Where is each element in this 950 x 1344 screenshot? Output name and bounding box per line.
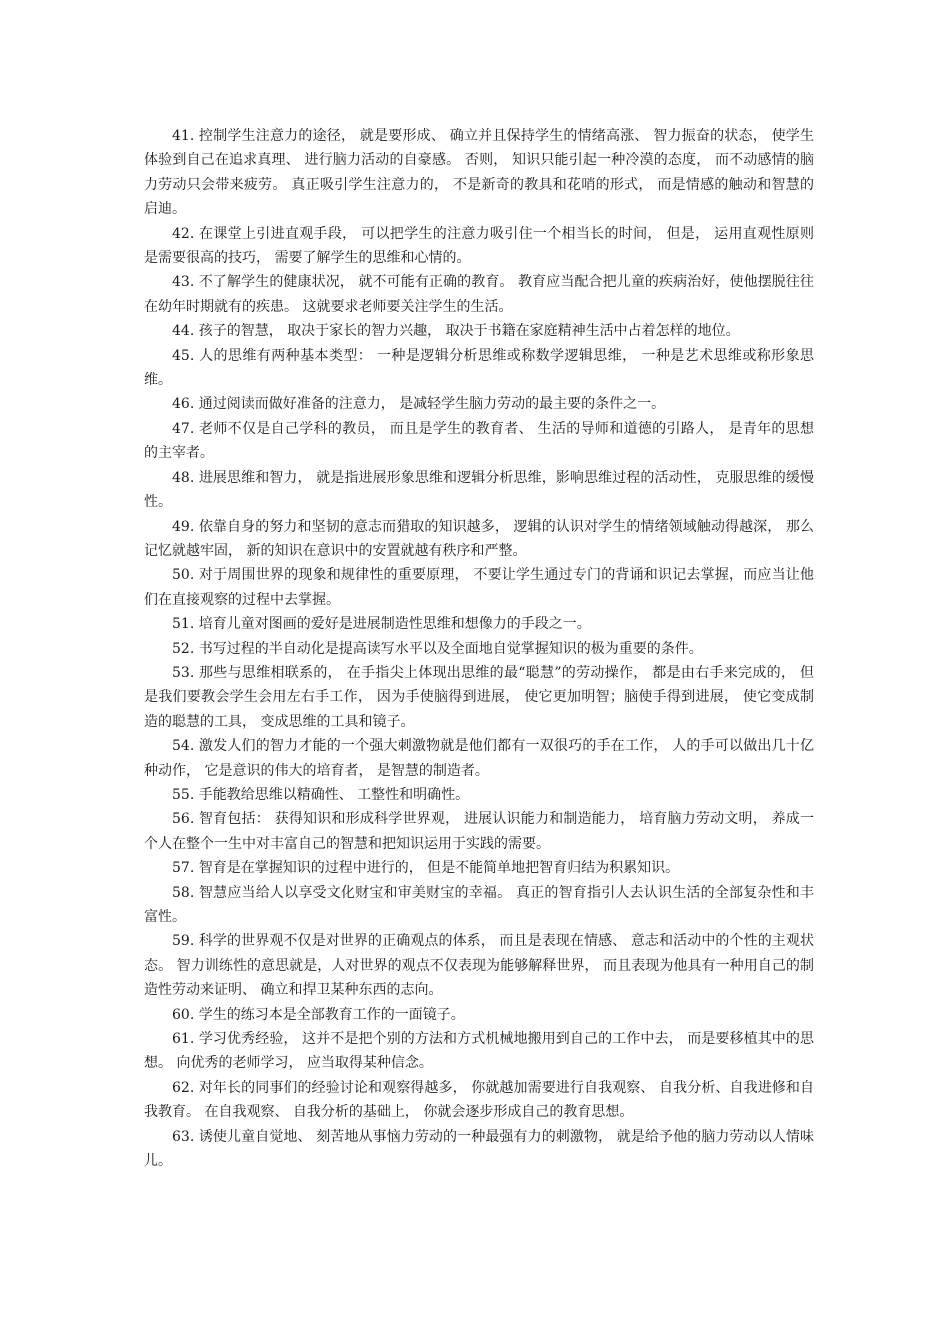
item-text: 学习优秀经验， 这并不是把个别的方法和方式机械地搬用到自己的工作中去， 而是要移植其中的思想。 向优秀的老师学习， 应当取得某种信念。 [144, 1031, 815, 1072]
quote-item-58 [144, 881, 814, 930]
item-number: 54. [172, 738, 195, 755]
item-text: 依靠自身的努力和坚韧的意志而猎取的知识越多， 逻辑的认识对学生的情绪领域触动得越深， 那么记忆就越牢固， 新的知识在意识中的安置就越有秩序和严整。 [144, 518, 815, 559]
item-text: 对年长的同事们的经验讨论和观察得越多， 你就越加需要进行自我观察、 自我分析、自我进修和自我教育。 在自我观察、 自我分析的基础上， 你就会逐步形成自己的教育思想。 [144, 1079, 815, 1121]
quote-item-43 [144, 270, 814, 319]
item-number: 59. [172, 933, 195, 950]
quote-item-48 [144, 466, 814, 515]
item-number: 45. [172, 347, 195, 364]
item-number: 53. [172, 664, 195, 681]
item-number: 48. [172, 469, 195, 486]
item-text: 智育是在掌握知识的过程中进行的， 但是不能简单地把智育归结为积累知识。 [198, 860, 680, 877]
item-text: 老师不仅是自己学科的教员， 而且是学生的教育者、 生活的导师和道德的引路人， 是青年的思想的主宰者。 [144, 420, 814, 462]
item-text: 控制学生注意力的途径， 就是要形成、 确立并且保持学生的情绪高涨、 智力振奋的状态， 使学生体验到自己在追求真理、 进行脑力活动的自豪感。 否则， 知识只能引起一种冷漠的态度， 而不动感情的脑力劳动只会带来疲劳。 真正吸引学生注意力的， 不是新奇的教具和花哨的形式， 而是情感的触动和智慧的启迪。 [144, 128, 814, 218]
quote-item-45 [144, 344, 814, 393]
quote-item-47 [144, 417, 814, 466]
quote-item-52 [144, 637, 814, 661]
item-text: 智慧应当给人以享受文化财宝和审美财宝的幸福。 真正的智育指引人去认识生活的全部复杂性和丰富性。 [144, 884, 814, 925]
item-text: 培育儿童对图画的爱好是进展制造性思维和想像力的手段之一。 [198, 616, 591, 633]
quote-item-56 [144, 807, 814, 856]
item-text: 科学的世界观不仅是对世界的正确观点的体系， 而且是表现在情感、 意志和活动中的个性的主观状态。 智力训练性的意思就是，人对世界的观点不仅表现为能够解释世界， 而且表现为他具有一种用自己的制造性劳动来证明、 确立和捍卫某种东西的志向。 [144, 933, 815, 999]
item-text: 手能教给思维以精确性、 工整性和明确性。 [198, 786, 470, 803]
item-text: 在课堂上引进直观手段， 可以把学生的注意力吸引住一个相当长的时间， 但是， 运用直观性原则是需要很高的技巧， 需要了解学生的思维和心情的。 [144, 225, 814, 267]
quote-item-55 [144, 783, 814, 807]
item-number: 41. [172, 128, 195, 144]
quote-item-46 [144, 392, 814, 416]
item-number: 51. [172, 616, 195, 633]
item-number: 47. [172, 420, 195, 437]
item-text: 不了解学生的健康状况， 就不可能有正确的教育。 教育应当配合把儿童的疾病治好，使他摆脱往往在幼年时期就有的疾患。 这就要求老师要关注学生的生活。 [144, 274, 815, 315]
quote-item-57 [144, 856, 814, 880]
item-text: 孩子的智慧， 取决于家长的智力兴趣， 取决于书籍在家庭精神生活中占着怎样的地位。 [198, 323, 740, 340]
quote-item-61 [144, 1027, 814, 1076]
item-number: 43. [172, 274, 195, 291]
item-text: 那些与思维相联系的， 在手指尖上体现出思维的最“聪慧”的劳动操作， 都是由右手来完成的， 但是我们要教会学生会用左右手工作， 因为手使脑得到进展， 使它更加明智；脑使手得到进展， 使它变成制造的聪慧的工具， 变成思维的工具和镜子。 [144, 664, 814, 730]
item-number: 42. [172, 225, 195, 242]
item-number: 58. [172, 884, 195, 901]
item-text: 通过阅读而做好准备的注意力， 是减轻学生脑力劳动的最主要的条件之一。 [198, 396, 666, 413]
quote-item-60 [144, 1003, 814, 1027]
item-number: 56. [172, 811, 195, 828]
quote-item-54 [144, 734, 814, 783]
quote-item-44 [144, 319, 814, 343]
item-text: 人的思维有两种基本类型： 一种是逻辑分析思维或称数学逻辑思维， 一种是艺术思维或称形象思维。 [144, 347, 814, 389]
quote-item-59 [144, 929, 814, 1002]
item-text: 智育包括： 获得知识和形成科学世界观， 进展认识能力和制造能力， 培育脑力劳动文明， 养成一个人在整个一生中对丰富自己的智慧和把知识运用于实践的需要。 [144, 811, 814, 852]
item-number: 46. [172, 396, 195, 413]
quote-item-62 [144, 1076, 814, 1125]
item-number: 62. [172, 1079, 195, 1096]
item-number: 44. [172, 323, 195, 340]
item-number: 61. [172, 1031, 195, 1048]
item-text: 进展思维和智力， 就是指进展形象思维和逻辑分析思维，影响思维过程的活动性， 克服思维的缓慢性。 [144, 469, 815, 511]
quote-item-42 [144, 222, 814, 271]
quote-item-53 [144, 661, 814, 734]
item-text: 书写过程的半自动化是提高读写水平以及全面地自觉掌握知识的极为重要的条件。 [198, 640, 703, 657]
quote-item-49 [144, 515, 814, 564]
quote-item-50 [144, 563, 814, 612]
item-text: 激发人们的智力才能的一个强大刺激物就是他们都有一双很巧的手在工作， 人的手可以做出几十亿种动作， 它是意识的伟大的培育者， 是智慧的制造者。 [144, 738, 814, 779]
item-number: 63. [172, 1128, 195, 1145]
item-number: 49. [172, 518, 195, 535]
item-number: 50. [172, 567, 195, 584]
quote-item-41 [144, 124, 814, 222]
item-text: 学生的练习本是全部教育工作的一面镜子。 [198, 1006, 465, 1023]
item-text: 对于周围世界的现象和规律性的重要原理， 不要让学生通过专门的背诵和识记去掌握，而应当让他们在直接观察的过程中去掌握。 [144, 567, 814, 608]
quote-list [144, 124, 814, 1173]
item-text: 诱使儿童自觉地、 刻苦地从事恼力劳动的一种最强有力的刺激物， 就是给予他的脑力劳动以人情味儿。 [144, 1128, 815, 1170]
item-number: 60. [172, 1006, 195, 1023]
item-number: 57. [172, 860, 195, 877]
quote-item-51 [144, 612, 814, 636]
item-number: 55. [172, 786, 195, 803]
quote-item-63 [144, 1125, 814, 1174]
item-number: 52. [172, 640, 195, 657]
